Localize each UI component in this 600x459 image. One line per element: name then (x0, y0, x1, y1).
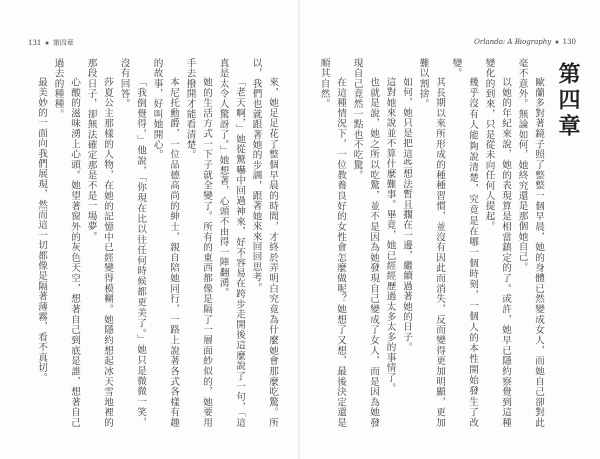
paragraph: 在這種情況下，一位教養良好的女性會怎麼做呢？她想了又想，最後決定還是順其自然。 (318, 58, 346, 428)
paragraph (32, 58, 33, 428)
paragraph: 最美妙的一面向我們展現，然而這一切都像是隔著薄霧，看不真切。 (36, 77, 47, 384)
right-page-number: 130 (562, 38, 576, 46)
paragraph: 「老天啊，」她從驚嚇中回過神來，好不容易在跨步走開後這麼說了一句，「這真是太令人驚訝了。」她想著，心頭不由得一陣翻湧。 (217, 58, 245, 428)
left-page-number: 131 (28, 39, 42, 47)
paragraph: 歐蘭多對著鏡子照了整整一個早晨，她的身體已然變成女人，而她自己卻對此毫不意外。無論如何，她終究還是那個她自己。 (516, 58, 544, 428)
paragraph: 幾乎沒有人能夠說清楚，究竟是在哪一個時刻，一個人的本性開始發生了改變。 (450, 58, 478, 428)
paragraph: 「我倒覺得，」他說，「你現在比以往任何時候都更美了。」她只是微微一笑，沒有回答。 (118, 58, 146, 428)
right-page (300, 0, 600, 459)
left-header-chapter: 第四章 (52, 39, 74, 47)
chapter-title: 第四章 (555, 62, 581, 140)
star-ornament-icon: ★ (554, 39, 560, 46)
paragraph: 其長期以來所形成的種種習慣，並沒有因此而消失，反而變得更加明顯，更加難以割捨。 (417, 58, 445, 428)
left-page-header (28, 38, 74, 48)
right-page-body (318, 58, 546, 428)
right-page-header (474, 38, 576, 46)
paragraph: 莎夏公主那樣的人物，在她的記憶中已經變得模糊。她隱約想起冰天雪地裡的那段日子，卻無法確定那是不是一場夢。 (85, 58, 113, 428)
paragraph: 這對她來說並不算什麼難事。畢竟，她已經經歷過太多太多的事情了。 (384, 77, 396, 394)
paragraph: 心酸的滋味湧上心頭。她望著窗外的灰色天空，想著自己到底是誰，想著自己過去的種種。 (52, 58, 80, 428)
left-page-body (32, 58, 280, 428)
paragraph: 也就是說，她之所以吃驚，並不是因為她發現自己變成了女人，而是因為她發現自己竟然一點也不吃驚。 (351, 58, 379, 428)
star-ornament-icon: ★ (44, 40, 50, 47)
paragraph: 以她的年紀來說，她的表現算是相當鎮定的了。或許，她早已隱約察覺到這種變化的到來，只是從未向任何人提起。 (483, 58, 511, 428)
book-title: Orlando: A Biography (474, 38, 552, 46)
paragraph: 本尼托勳爵，一位品德高尚的紳士，親自陪她同行，一路上說著各式各樣有趣的故事，好叫她開心。 (151, 58, 179, 428)
paragraph: 如何，她只是把這些想法暫且擱在一邊，繼續過著她的日子。 (401, 77, 412, 353)
paragraph: 來，她足足花了整個早晨的時間，才終於弄明白究竟為什麼她會那麼吃驚。所以，我們也就跟著她的步調，跟著她來來回回思考。 (250, 58, 278, 428)
paragraph: 她的生活方式一下子就全變了。所有的東西都像是隔了一層面紗似的，她要用手去撥開才能看清楚。 (184, 58, 212, 428)
